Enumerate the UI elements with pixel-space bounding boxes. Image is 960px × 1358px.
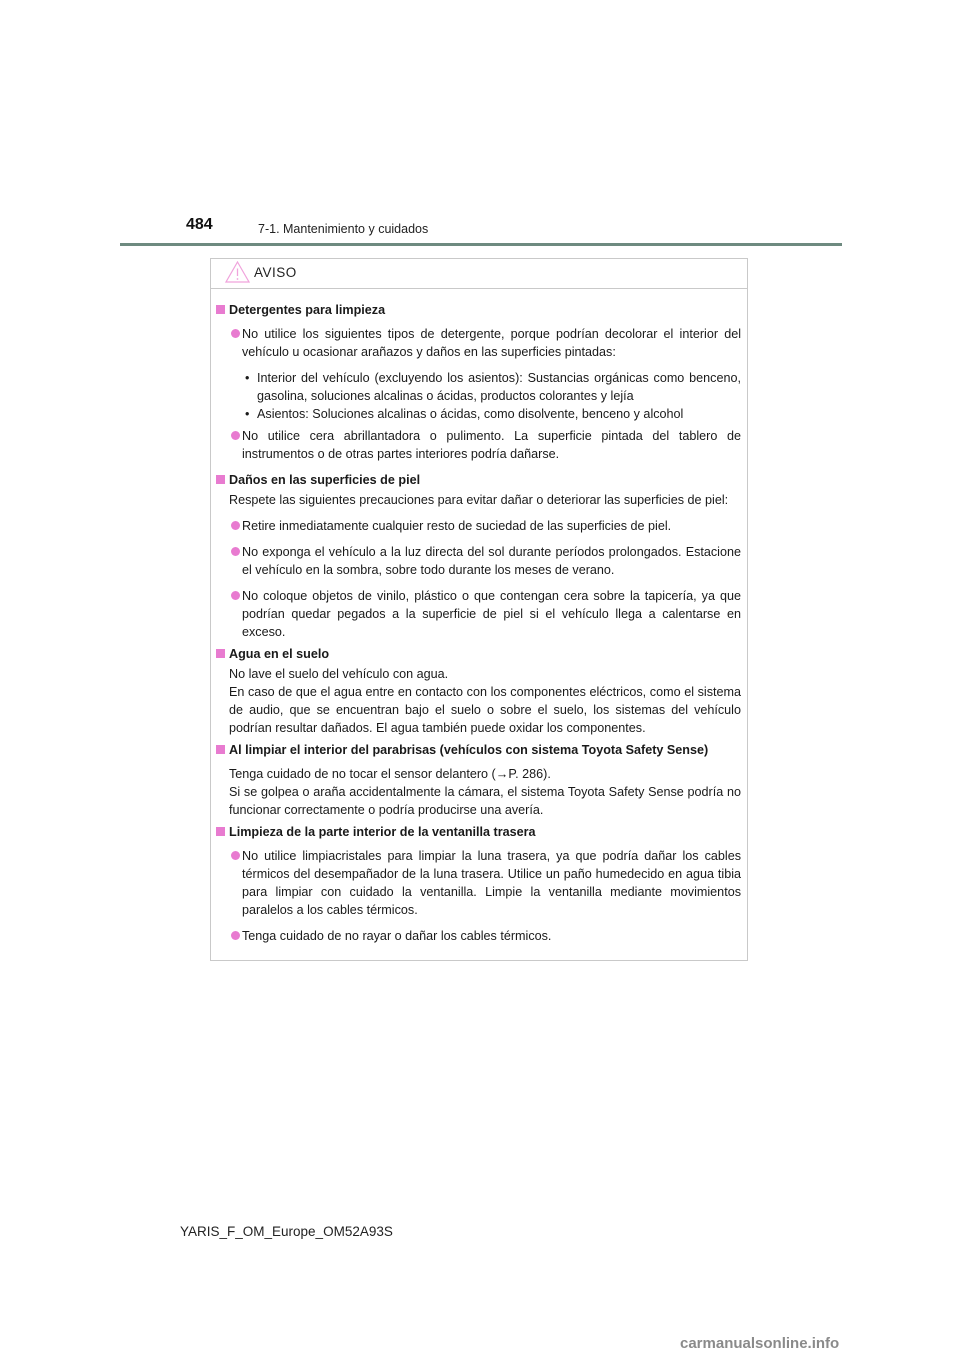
list-item: Retire inmediatamente cualquier resto de suciedad de las superficies de piel. [215, 517, 741, 535]
document-code: YARIS_F_OM_Europe_OM52A93S [180, 1224, 393, 1239]
warning-header [211, 259, 747, 289]
list-item: No exponga el vehículo a la luz directa del sol durante períodos prolongados. Estacione el vehículo en la sombra, sobre todo durante los meses de verano. [215, 543, 741, 579]
watermark[interactable]: carmanualsonline.info [680, 1335, 840, 1352]
section-heading: Detergentes para limpieza [215, 301, 741, 319]
paragraph: En caso de que el agua entre en contacto con los componentes eléctricos, como el sistema de audio, que se encuentran bajo el suelo o sobre el suelo, los sistemas del vehículo podrían resultar dañados. El agua también puede oxidar los componentes. [229, 685, 741, 735]
section-heading: Al limpiar el interior del parabrisas (vehículos con sistema Toyota Safety Sense) [215, 741, 741, 759]
sub-list-item: • Interior del vehículo (excluyendo los asientos): Sustancias orgánicas como benceno, gasolina, soluciones alcalinas o ácidas, productos colorantes y lejía [215, 369, 741, 405]
section-heading: Agua en el suelo [215, 645, 741, 663]
list-item: No utilice limpiacristales para limpiar la luna trasera, ya que podría dañar los cables térmicos del desempañador de la luna trasera. Utilice un paño humedecido en agua tibia para limpiar con cuidado la ventanilla. Limpie la ventanilla mediante movimientos paralelos a los cables térmicos. [215, 847, 741, 919]
header-rule [120, 243, 842, 246]
warning-body [211, 289, 747, 945]
list-item: Tenga cuidado de no rayar o dañar los cables térmicos. [215, 927, 741, 945]
warning-triangle-icon [225, 261, 250, 283]
list-item: No utilice los siguientes tipos de detergente, porque podrían decolorar el interior del vehículo u ocasionar arañazos y daños en las superficies pintadas: [215, 325, 741, 361]
section-heading: Limpieza de la parte interior de la ventanilla trasera [215, 823, 741, 841]
paragraph: No lave el suelo del vehículo con agua. [229, 667, 449, 681]
paragraph: Si se golpea o araña accidentalmente la cámara, el sistema Toyota Safety Sense podría no funcionar correctamente o podría producirse una avería. [229, 785, 741, 817]
list-item: No coloque objetos de vinilo, plástico o que contengan cera sobre la tapicería, ya que podrían quedar pegados a la superficie de piel si el vehículo llega a calentarse en exceso. [215, 587, 741, 641]
section-title: 7-1. Mantenimiento y cuidados [258, 222, 429, 236]
section-heading: Daños en las superficies de piel [215, 471, 741, 489]
warning-label: AVISO [254, 265, 297, 280]
list-item: No utilice cera abrillantadora o pulimento. La superficie pintada del tablero de instrumentos o de otras partes interiores podría dañarse. [215, 427, 741, 463]
paragraph: Respete las siguientes precauciones para evitar dañar o deteriorar las superficies de piel: [229, 493, 729, 507]
page-number: 484 [186, 216, 213, 233]
paragraph: Tenga cuidado de no tocar el sensor delantero (→P. 286). [229, 767, 551, 781]
warning-box [210, 258, 748, 961]
sub-list-item: • Asientos: Soluciones alcalinas o ácidas, como disolvente, benceno y alcohol [215, 405, 741, 423]
